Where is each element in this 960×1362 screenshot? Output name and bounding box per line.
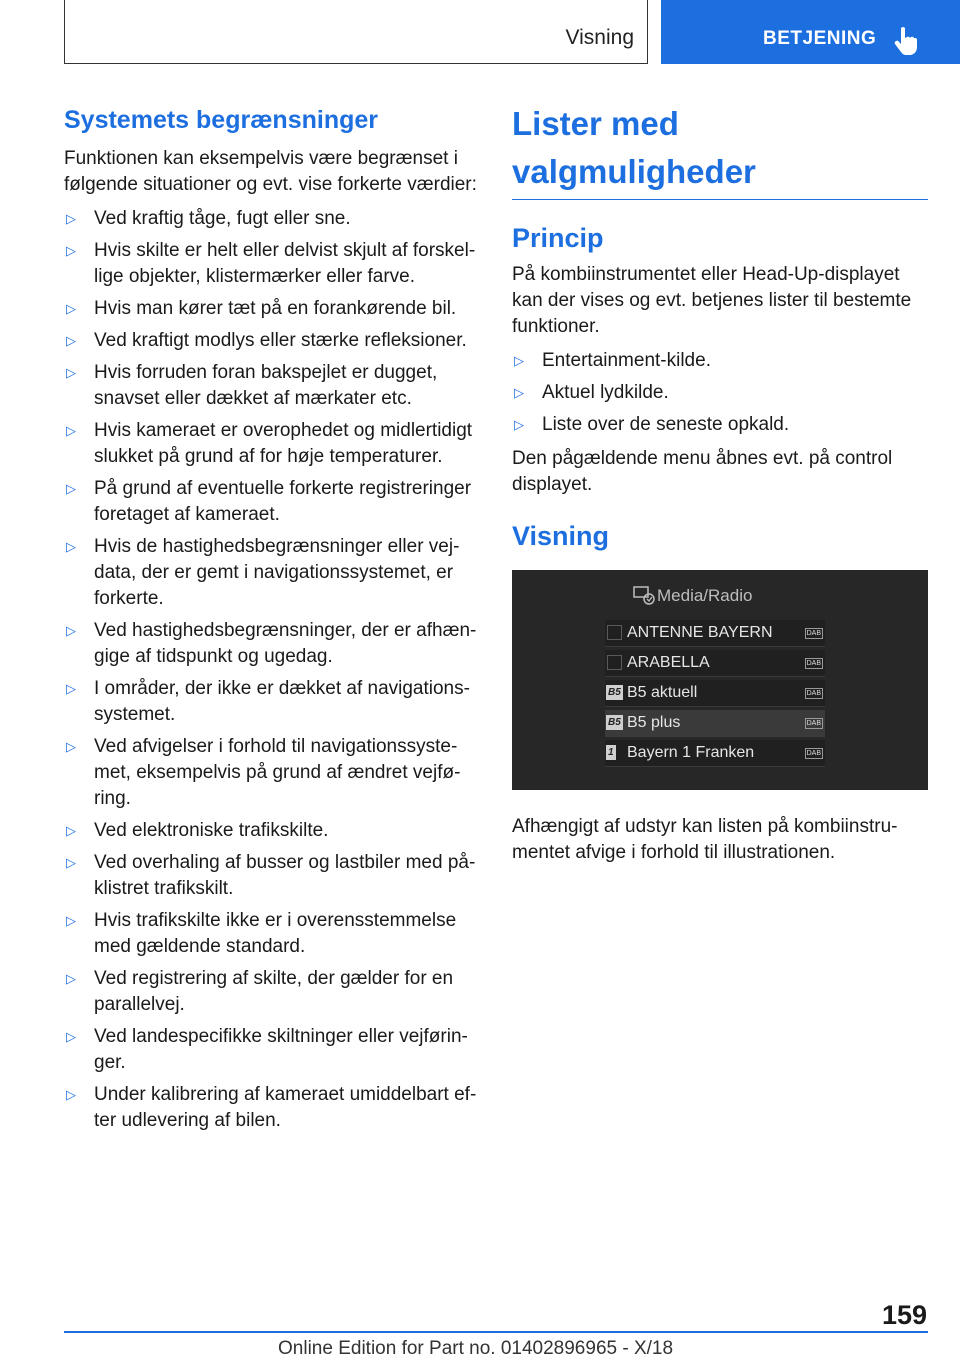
section-heading-option-lists: Lister med valgmuligheder xyxy=(512,100,928,200)
station-row xyxy=(605,740,825,767)
station-row xyxy=(605,650,825,677)
station-name: ARABELLA xyxy=(627,654,710,671)
station-name: ANTENNE BAYERN xyxy=(627,624,773,641)
right-column xyxy=(512,100,928,866)
left-column xyxy=(64,100,480,1134)
triangle-bullet-icon: ▷ xyxy=(66,1087,76,1102)
triangle-bullet-icon: ▷ xyxy=(66,971,76,986)
station-logo: B5 xyxy=(608,717,621,728)
triangle-bullet-icon: ▷ xyxy=(66,623,76,638)
page-number: 159 xyxy=(882,1300,928,1330)
principle-note: Den pågældende menu åbnes evt. på control displayet. xyxy=(512,448,893,495)
triangle-bullet-icon: ▷ xyxy=(66,739,76,754)
list-item: ▷ Ved kraftig tåge, fugt eller sne. xyxy=(64,206,480,232)
list-item: ▷ Ved overhaling af busser og lastbiler med på‐klistret trafikskilt. xyxy=(66,852,476,899)
list-item: ▷ Hvis forruden foran bakspejlet er dugget, snavset eller dækket af mærkater etc. xyxy=(66,362,438,409)
footer-divider xyxy=(64,1331,928,1333)
principle-intro: På kombiinstrumentet eller Head-Up-displayet kan der vises og evt. betjenes lister til bestemte funktioner. xyxy=(512,264,912,337)
screen-title: Media/Radio xyxy=(657,586,753,605)
list-item: ▷ Hvis man kører tæt på en forankørende bil. xyxy=(64,296,480,322)
triangle-bullet-icon: ▷ xyxy=(66,333,76,348)
station-row xyxy=(605,680,825,707)
list-item: ▷ Ved elektroniske trafikskilte. xyxy=(64,818,480,844)
station-row xyxy=(605,620,825,647)
station-name: B5 aktuell xyxy=(627,684,698,701)
list-item: ▷ Hvis kameraet er overophedet og midlertidigt slukket på grund af for høje temperaturer. xyxy=(66,420,473,467)
list-item: ▷ I områder, der ikke er dækket af navigations‐systemet. xyxy=(66,678,470,725)
station-logo: 1 xyxy=(608,747,614,758)
section-heading-limitations: Systemets begrænsninger xyxy=(64,106,378,134)
triangle-bullet-icon: ▷ xyxy=(66,539,76,554)
header-chapter-tab xyxy=(661,0,960,64)
list-item: ▷ Ved landespecifikke skiltninger eller vejførin‐ger. xyxy=(66,1026,468,1073)
station-name: Bayern 1 Franken xyxy=(627,744,755,761)
list-item: ▷ Ved hastighedsbegrænsninger, der er afhæn‐gige af tidspunkt og ugedag. xyxy=(66,620,477,667)
station-list xyxy=(605,620,825,770)
triangle-bullet-icon: ▷ xyxy=(66,1029,76,1044)
limitations-intro: Funktionen kan eksempelvis være begrænset i følgende situationer og evt. vise forkerte værdier: xyxy=(64,148,477,195)
header-section-title: Visning xyxy=(565,26,634,49)
instrument-cluster-screenshot xyxy=(512,570,928,790)
triangle-bullet-icon: ▷ xyxy=(66,481,76,496)
triangle-bullet-icon: ▷ xyxy=(66,823,76,838)
header-frame xyxy=(64,0,648,64)
triangle-bullet-icon: ▷ xyxy=(66,243,76,258)
station-row-selected xyxy=(605,710,825,737)
triangle-bullet-icon: ▷ xyxy=(66,855,76,870)
subheading-display: Visning xyxy=(512,521,610,551)
header-chapter-label: BETJENING xyxy=(763,28,877,49)
limitations-list xyxy=(64,206,480,1134)
list-item: ▷ På grund af eventuelle forkerte registreringer foretaget af kameraet. xyxy=(66,478,472,525)
list-item: ▷ Hvis de hastighedsbegrænsninger eller vej‐data, der er gemt i navigationssystemet, er forkerte. xyxy=(66,536,460,609)
footer-edition: Online Edition for Part no. 01402896965 - X/18 xyxy=(278,1338,674,1359)
station-placeholder-icon xyxy=(607,625,622,640)
principle-list xyxy=(512,348,928,438)
list-item: ▷ Ved kraftigt modlys eller stærke refleksioner. xyxy=(64,328,480,354)
triangle-bullet-icon: ▷ xyxy=(66,301,76,316)
dab-badge: DAB xyxy=(806,720,821,727)
triangle-bullet-icon: ▷ xyxy=(514,353,524,368)
dab-badge: DAB xyxy=(806,750,821,757)
station-logo: B5 xyxy=(608,687,621,698)
station-name: B5 plus xyxy=(627,714,681,731)
triangle-bullet-icon: ▷ xyxy=(66,211,76,226)
station-placeholder-icon xyxy=(607,655,622,670)
list-item: ▷ Aktuel lydkilde. xyxy=(512,380,928,406)
dab-badge: DAB xyxy=(806,660,821,667)
triangle-bullet-icon: ▷ xyxy=(66,913,76,928)
list-item: ▷ Ved registrering af skilte, der gælder for en parallelvej. xyxy=(66,968,454,1015)
list-item: ▷ Ved afvigelser i forhold til navigationssyste‐met, eksempelvis på grund af ændret vejfø‐ring. xyxy=(66,736,461,809)
list-item: ▷ Under kalibrering af kameraet umiddelbart ef‐ter udlevering af bilen. xyxy=(66,1084,477,1131)
triangle-bullet-icon: ▷ xyxy=(514,417,524,432)
triangle-bullet-icon: ▷ xyxy=(66,681,76,696)
triangle-bullet-icon: ▷ xyxy=(66,423,76,438)
list-item: ▷ Liste over de seneste opkald. xyxy=(512,412,928,438)
list-item: ▷ Hvis trafikskilte ikke er i overensstemmelse med gældende standard. xyxy=(66,910,457,957)
dab-badge: DAB xyxy=(806,690,821,697)
triangle-bullet-icon: ▷ xyxy=(514,385,524,400)
dab-badge: DAB xyxy=(806,630,821,637)
media-radio-icon xyxy=(632,584,656,606)
list-item: ▷ Entertainment-kilde. xyxy=(512,348,928,374)
hand-pointer-icon xyxy=(893,26,919,56)
list-item: ▷ Hvis skilte er helt eller delvist skjult af forskel‐lige objekter, klistermærker eller farve. xyxy=(66,240,476,287)
illustration-caption: Afhængigt af udstyr kan listen på kombiinstru‐mentet afvige i forhold til illustrationen. xyxy=(512,816,898,863)
triangle-bullet-icon: ▷ xyxy=(66,365,76,380)
subheading-principle: Princip xyxy=(512,223,604,253)
